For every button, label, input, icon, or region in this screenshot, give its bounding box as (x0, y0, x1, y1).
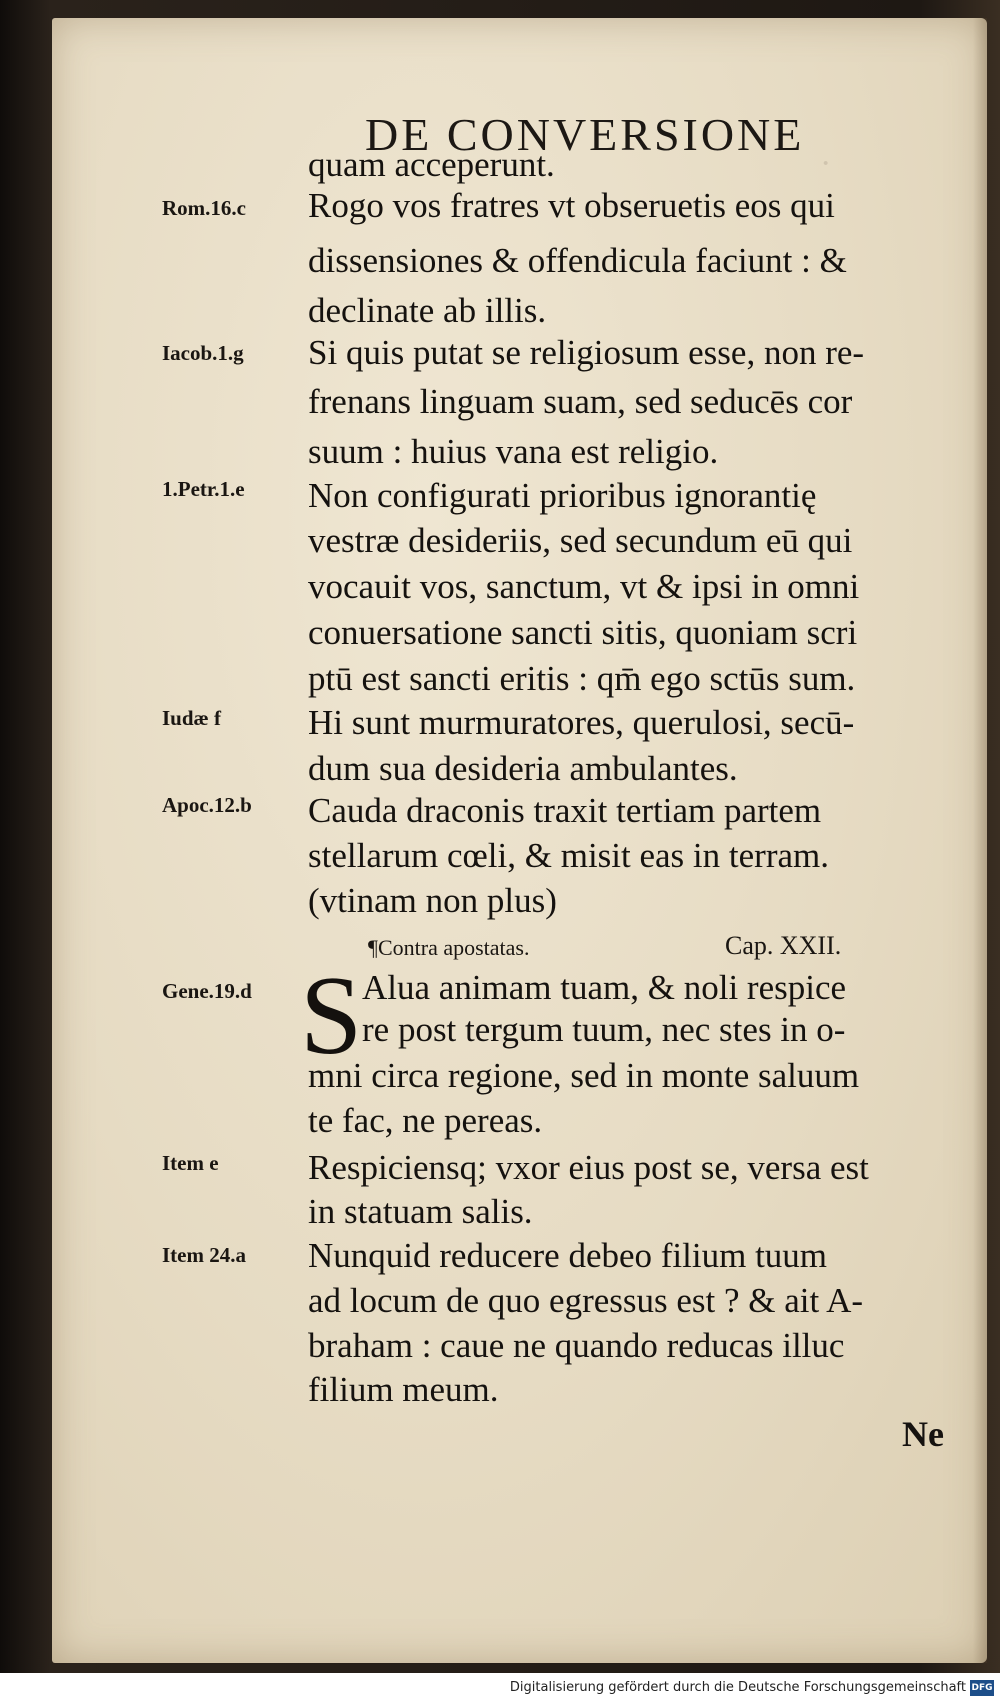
text-line: in statuam salis. (308, 1192, 533, 1231)
margin-ref: Gene.19.d (162, 979, 252, 1003)
drop-capital: S (300, 954, 363, 1078)
text-line: braham : caue ne quando reducas illuc (308, 1326, 845, 1365)
margin-ref: Iacob.1.g (162, 341, 244, 365)
text-line: frenans linguam suam, sed seducēs cor (308, 382, 853, 421)
text-line: dissensiones & offendicula faciunt : & (308, 241, 847, 280)
footer-credit: Digitalisierung gefördert durch die Deutsche Forschungsgemeinschaft (509, 1680, 966, 1695)
dfg-logo: DFG (970, 1680, 994, 1696)
text-line: Cauda draconis traxit tertiam partem (308, 791, 822, 830)
show-through: · (820, 145, 832, 182)
text-line: conuersatione sancti sitis, quoniam scri (308, 613, 858, 652)
text-line: (vtinam non plus) (308, 881, 557, 920)
margin-ref: Apoc.12.b (162, 793, 252, 817)
text-line: Non configurati prioribus ignorantię (308, 476, 817, 515)
text-line: ptū est sancti eritis : qm̄ ego sctūs sum. (308, 659, 856, 698)
text-line: re post tergum tuum, nec stes in o- (362, 1010, 846, 1049)
text-line: dum sua desideria ambulantes. (308, 749, 738, 788)
text-line: suum : huius vana est religio. (308, 432, 719, 471)
text-line: ad locum de quo egressus est ? & ait A- (308, 1281, 864, 1320)
text-line: Nunquid reducere debeo filium tuum (308, 1236, 828, 1275)
margin-ref: Iudæ f (162, 706, 221, 730)
margin-ref: Item 24.a (162, 1243, 246, 1267)
text-line: te fac, ne pereas. (308, 1101, 543, 1140)
text-line: Alua animam tuam, & noli respice (362, 968, 847, 1007)
text-line: Si quis putat se religiosum esse, non re- (308, 333, 865, 372)
margin-ref: 1.Petr.1.e (162, 477, 245, 501)
text-line: declinate ab illis. (308, 291, 547, 330)
digitization-footer (0, 1673, 1000, 1703)
margin-ref: Rom.16.c (162, 196, 246, 220)
page-edge-shadow (973, 18, 987, 1663)
text-line: Hi sunt murmuratores, querulosi, secū- (308, 703, 855, 742)
text-line: vestræ desideriis, sed secundum eū qui (308, 521, 853, 560)
text-line: Rogo vos fratres vt obseruetis eos qui (308, 186, 835, 225)
text-line: Respiciensq; vxor eius post se, versa est (308, 1148, 869, 1187)
margin-ref: Item e (162, 1151, 219, 1175)
running-header: DE CONVERSIONE (365, 109, 805, 160)
text-line: filium meum. (308, 1370, 499, 1409)
text-line: quam acceperunt. (308, 145, 555, 184)
text-line: mni circa regione, sed in monte saluum (308, 1056, 860, 1095)
text-line: stellarum cœli, & misit eas in terram. (308, 836, 829, 875)
catchword: Ne (902, 1414, 944, 1454)
text-line: vocauit vos, sanctum, vt & ipsi in omni (308, 567, 860, 606)
chapter-heading: ¶Contra apostatas. (368, 935, 530, 960)
chapter-number: Cap. XXII. (725, 931, 842, 960)
